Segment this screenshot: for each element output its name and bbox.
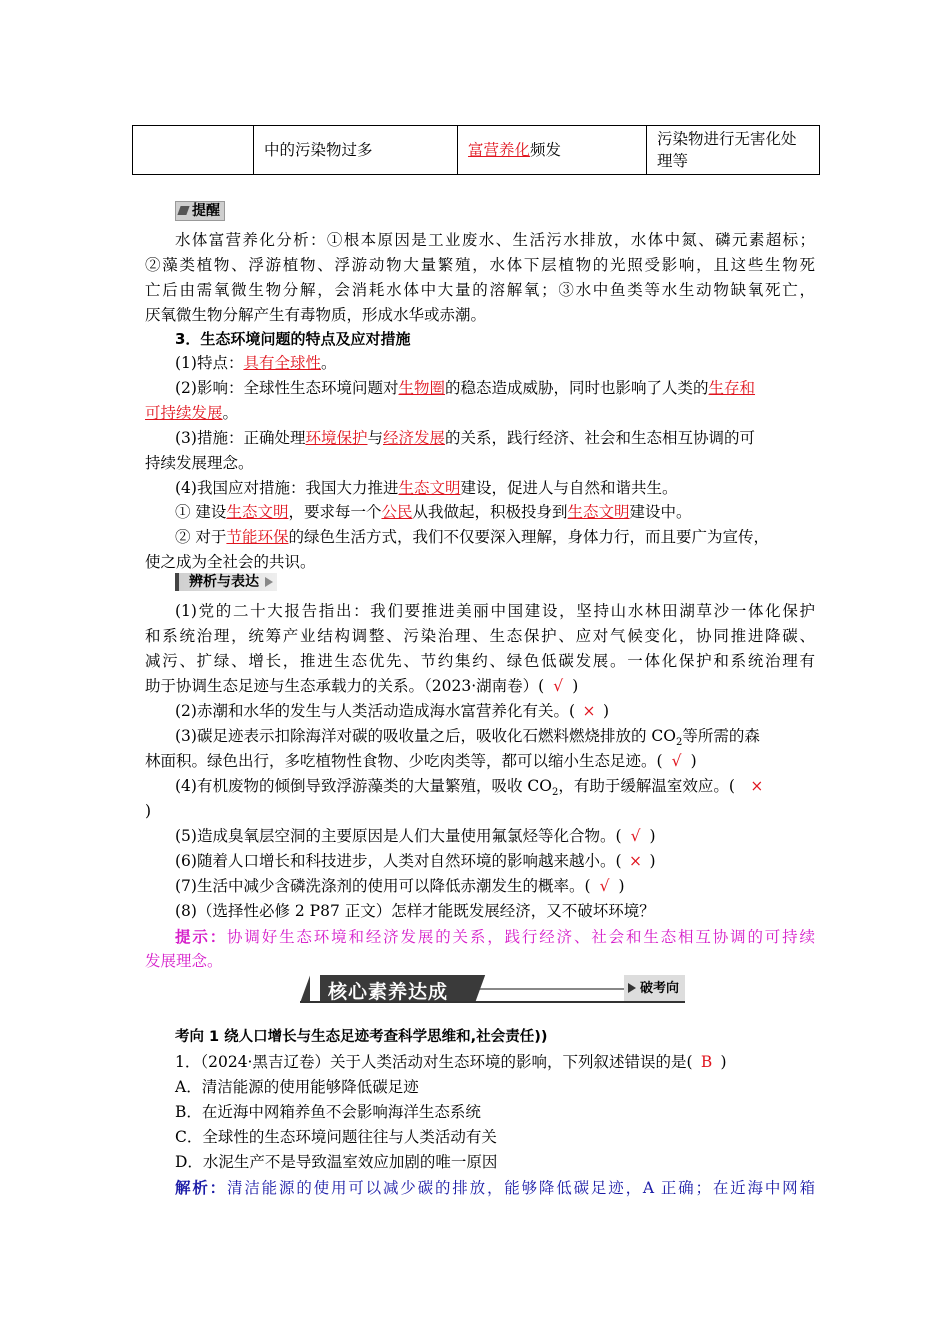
table-cell: 污染物进行无害化处 理等 [647, 126, 820, 175]
answer-text: 生态文明 [567, 503, 630, 521]
option-b: B．在近海中网箱养鱼不会影响海洋生态系统 [175, 1103, 481, 1121]
paragraph: (3)措施：正确处理环境保护与经济发展的关系，践行经济、社会和生态相互协调的可 [175, 429, 756, 447]
answer-text: 生态文明 [398, 479, 461, 497]
hint-line: 发展理念。 [145, 952, 223, 970]
answer-text: 可持续发展 [145, 404, 223, 422]
check-mark: √ [671, 752, 682, 770]
answer-text: 公民 [381, 503, 413, 521]
option-c: C．全球性的生态环境问题往往与人类活动有关 [175, 1128, 497, 1146]
question-line: 和系统治理，统筹产业结构调整、污染治理、生态保护、应对气候变化，协同推进降碳、 [145, 627, 815, 645]
paragraph: 可持续发展。 [145, 404, 239, 422]
option-a: A．清洁能源的使用能够降低碳足迹 [175, 1078, 419, 1096]
tixing-line: 厌氧微生物分解产生有毒物质，形成水华或赤潮。 [145, 306, 487, 324]
hint-label: 提示： [175, 927, 228, 946]
banner-subtitle: 破考向 [624, 975, 685, 1001]
paragraph: ② 对于节能环保的绿色生活方式，我们不仅要深入理解，身体力行，而且要广为宣传， [175, 528, 769, 546]
jiexi-label: 解析： [175, 1178, 227, 1197]
check-mark: √ [553, 677, 564, 695]
tixing-line: 水体富营养化分析：①根本原因是工业废水、生活污水排放，水体中氮、磷元素超标； [175, 231, 815, 249]
bianxi-tag: 辨析与表达 [175, 573, 277, 591]
answer-text: 生态文明 [226, 503, 289, 521]
question-line: ) [145, 802, 152, 820]
answer-text: 环境保护 [305, 429, 368, 447]
section-banner [300, 975, 685, 1003]
kaoxiang-heading: 考向 1 绕人口增长与生态足迹考查科学思维和,社会责任)) [175, 1029, 548, 1045]
answer-text: 生物圈 [398, 379, 445, 397]
paragraph: 持续发展理念。 [145, 454, 254, 472]
table-cell: 富营养化频发 [458, 126, 647, 175]
paragraph: 使之成为全社会的共识。 [145, 553, 316, 571]
paragraph: (1)特点：具有全球性。 [175, 354, 337, 372]
answer-text: 节能环保 [226, 528, 289, 546]
check-mark: √ [599, 877, 610, 895]
cross-mark: × [582, 702, 596, 720]
cross-mark: × [629, 852, 643, 870]
paragraph: (2)影响：全球性生态环境问题对生物圈的稳态造成威胁，同时也影响了人类的生存和 [175, 379, 756, 397]
answer-letter: B [700, 1053, 713, 1071]
tixing-tag: 提醒 [175, 201, 225, 221]
check-mark: √ [630, 827, 641, 845]
answer-text: 富营养化 [468, 141, 531, 159]
question-line: (3)碳足迹表示扣除海洋对碳的吸收量之后，吸收化石燃料燃烧排放的 $CO_2$等所需的森 [175, 727, 760, 749]
jiexi-line: 解析：清洁能源的使用可以减少碳的排放，能够降低碳足迹，A 正确；在近海中网箱 [175, 1178, 815, 1197]
question-line: (2)赤潮和水华的发生与人类活动造成海水富营养化有关。( × ) [175, 699, 815, 724]
answer-text: 经济发展 [383, 429, 446, 447]
question-line: (1)党的二十大报告指出：我们要推进美丽中国建设，坚持山水林田湖草沙一体化保护 [175, 602, 815, 620]
question-line: 减污、扩绿、增长，推进生态优先、节约集约、绿色低碳发展。一体化保护和系统治理有 [145, 652, 815, 670]
paragraph: ① 建设生态文明，要求每一个公民从我做起，积极投身到生态文明建设中。 [175, 503, 692, 521]
question-line: (6)随着人口增长和科技进步，人类对自然环境的影响越来越小。( × ) [175, 849, 815, 874]
option-d: D．水泥生产不是导致温室效应加剧的唯一原因 [175, 1153, 498, 1171]
banner-base-line [300, 1001, 685, 1003]
table-cell [133, 126, 254, 175]
answer-text: 具有全球性 [243, 354, 321, 372]
question-line: 林面积。绿色出行，多吃植物性食物、少吃肉类等，都可以缩小生态足迹。( √ ) [145, 749, 815, 774]
cross-mark: × [750, 777, 764, 795]
question-line: 1．（2024·黑吉辽卷）关于人类活动对生态环境的影响，下列叙述错误的是( B ) [175, 1050, 815, 1075]
answer-text: 生存和 [708, 379, 756, 397]
question-line: (7)生活中减少含磷洗涤剂的使用可以降低赤潮发生的概率。( √ ) [175, 874, 815, 899]
table-row [133, 126, 820, 175]
section-heading: 3．生态环境问题的特点及应对措施 [175, 330, 411, 348]
banner-bar-stripe [310, 975, 320, 1003]
question-line: 助于协调生态足迹与生态承载力的关系。（2023·湖南卷）( √ ) [145, 674, 815, 699]
table-cell: 中的污染物过多 [254, 126, 458, 175]
tixing-line: 亡后由需氧微生物分解，会消耗水体中大量的溶解氧；③水中鱼类等水生动物缺氧死亡， [145, 281, 815, 299]
question-line: (5)造成臭氧层空洞的主要原因是人们大量使用氟氯烃等化合物。( √ ) [175, 824, 815, 849]
hint-line: 提示：协调好生态环境和经济发展的关系，践行经济、社会和生态相互协调的可持续 [175, 927, 815, 946]
banner-title: 核心素养达成 [328, 981, 449, 1003]
tixing-line: ②藻类植物、浮游植物、浮游动物大量繁殖，水体下层植物的光照受影响，且这些生物死 [145, 256, 815, 274]
pollution-table [132, 125, 820, 175]
question-line: (8)（选择性必修 2 P87 正文）怎样才能既发展经济，又不破坏环境？ [175, 902, 655, 920]
question-line: (4)有机废物的倾倒导致浮游藻类的大量繁殖，吸收 $CO_2$，有助于缓解温室效应。( × [175, 774, 815, 805]
paragraph: (4)我国应对措施：我国大力推进生态文明建设，促进人与自然和谐共生。 [175, 479, 678, 497]
